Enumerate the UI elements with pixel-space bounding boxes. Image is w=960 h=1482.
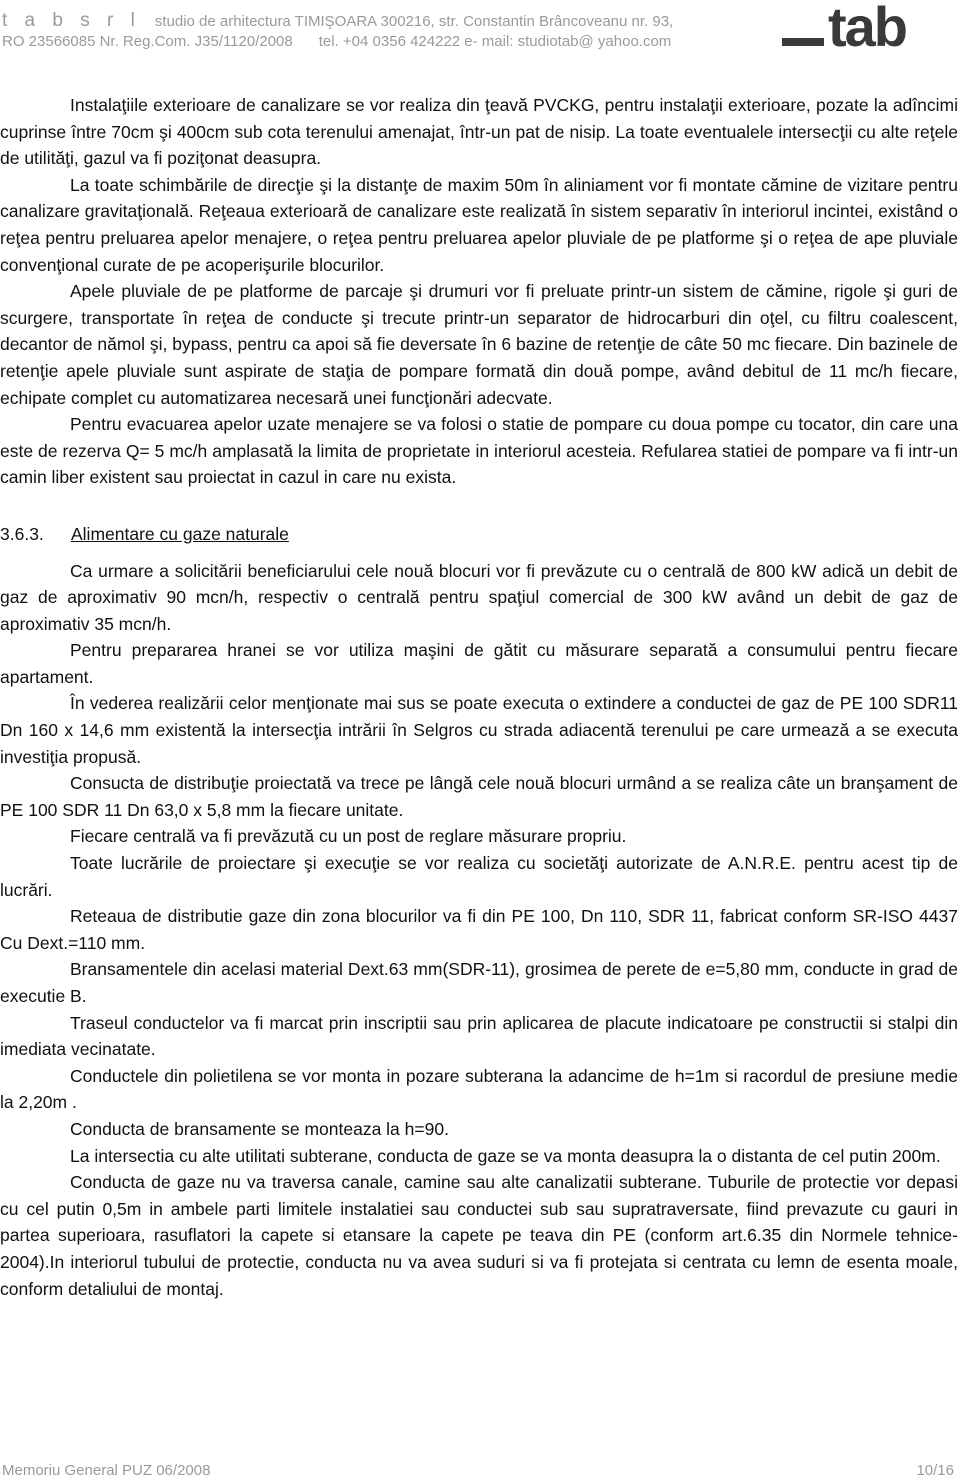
paragraph: Toate lucrările de proiectare şi execuţie se vor realiza cu societăţi autorizate de A.N.R.E. pentru acest tip de lucrări.	[0, 853, 958, 900]
header-line-2	[2, 33, 671, 50]
paragraph: Conducta de gaze nu va traversa canale, camine sau alte canalizatii subterane. Tuburile de protectie vor depasi cu cel putin 0,5m in ambele parti limitele instalatiei sau conductei sub sau supratraversate, fiind prevazute cu gauri in partea superioara, rasuflatori la capete si etansare la capete pe teava din PE (conform art.6.35 din Normele tehnice-2004).In interiorul tubului de protectie, conducta nu va avea suduri si va fi protejata si centrata cu lemn de esenta moale, conform detaliului de montaj.	[0, 1172, 958, 1299]
header-address: studio de arhitectura TIMIŞOARA 300216, str. Constantin Brâncoveanu nr. 93,	[154, 13, 674, 30]
logo-bar	[782, 38, 824, 46]
header-registration: RO 23566085 Nr. Reg.Com. J35/1120/2008	[2, 33, 293, 50]
header-line-1	[2, 10, 673, 32]
paragraph: Pentru evacuarea apelor uzate menajere se va folosi o statie de pompare cu doua pompe cu tocator, din care una este de rezerva Q= 5 mc/h amplasată la limita de proprietate in interiorul acesteia. Refularea statiei de pompare va fi intr-un camin liber existent sau proiectat in cazul in care nu exista.	[0, 414, 958, 488]
page-header	[0, 0, 960, 60]
paragraph: Traseul conductelor va fi marcat prin inscriptii sau prin aplicarea de placute indicatoare pe constructii si stalpi din imediata vecinatate.	[0, 1012, 958, 1060]
paragraph: Apele pluviale de pe platforme de parcaje şi drumuri vor fi preluate printr-un sistem de cămine, rigole şi guri de scurgere, transportate în reţea de conducte şi trecute printr-un separator de hidrocarburi din oţel, cu filtru coalescent, decantor de nămol şi, bypass, pentru ca apoi să fie deversate în 6 bazine de retenţie de câte 50 mc fiecare. Din bazinele de retenţie apele pluviale sunt aspirate de staţia de pompare formată din două pompe, având debitul de 11 mc/h fiecare, echipate complet cu automatizarea necesară unei funcţionări adecvate.	[0, 281, 958, 408]
paragraph: Consucta de distribuţie proiectată va trece pe lângă cele nouă blocuri urmând a se realiza câte un branşament de PE 100 SDR 11 Dn 63,0 x 5,8 mm la fiecare unitate.	[0, 773, 958, 820]
paragraph: La intersectia cu alte utilitati subterane, conducta de gaze se va monta deasupra la o distanta de cel putin 200m.	[70, 1145, 941, 1166]
section-number: 3.6.3.	[0, 523, 44, 544]
paragraph: Instalaţiile exterioare de canalizare se vor realiza din ţeavă PVCKG, pentru instalaţii exterioare, pozate la adîncimi cuprinse între 70cm şi 400cm sub cota terenului amenajat, într-un pat de nisip. La toate eventualele intersecţii cu alte reţele de utilităţi, gazul va fi poziţonat deasupra.	[0, 95, 958, 169]
paragraph: Pentru prepararea hranei se vor utiliza maşini de gătit cu măsurare separată a consumului pentru fiecare apartament.	[0, 640, 958, 687]
document-body	[0, 92, 958, 1302]
paragraph: În vederea realizării celor menţionate mai sus se poate executa o extindere a conductei de gaz de PE 100 SDR11 Dn 160 x 14,6 mm existentă la intersecţia intrării în Selgros cu strada adiacentă terenului pe care urmează a se executa investiţia propusă.	[0, 693, 958, 767]
header-contact: tel. +04 0356 424222 e- mail: studiotab@ yahoo.com	[318, 33, 672, 50]
paragraph: La toate schimbările de direcţie şi la distanţe de maxim 50m în aliniament vor fi montate cămine de vizitare pentru canalizare gravitaţională. Reţeaua exterioară de canalizare este realizată în sistem separativ în interiorul incintei, existând o reţea pentru preluarea apelor menajere, o reţea pentru preluarea apelor pluviale de pe platforme şi o reţea de ape pluviale convenţional curate de pe acoperişurile blocurilor.	[0, 174, 958, 275]
company-logo: tab	[828, 0, 906, 58]
paragraph: Conductele din polietilena se vor monta in pozare subterana la adancime de h=1m si racordul de presiune medie la 2,20m .	[0, 1065, 958, 1113]
section-title: Alimentare cu gaze naturale	[71, 523, 289, 544]
section-heading	[0, 521, 958, 548]
paragraph: Ca urmare a solicitării beneficiarului cele nouă blocuri vor fi prevăzute cu o centrală de 800 kW adică un debit de gaz de aproximativ 90 mcn/h, respectiv o centrală pentru spaţiul comercial de 300 kW având un debit de gaz de aproximativ 35 mcn/h.	[0, 560, 958, 634]
paragraph: Conducta de bransamente se monteaza la h=90.	[70, 1118, 449, 1139]
paragraph: Reteaua de distributie gaze din zona blocurilor va fi din PE 100, Dn 110, SDR 11, fabricat conform SR-ISO 4437 Cu Dext.=110 mm.	[0, 906, 958, 953]
paragraph: Fiecare centrală va fi prevăzută cu un post de reglare măsurare propriu.	[70, 826, 627, 847]
footer-document-title: Memoriu General PUZ 06/2008	[2, 1462, 211, 1479]
header-brand: t a b s r l	[2, 10, 141, 31]
paragraph: Bransamentele din acelasi material Dext.63 mm(SDR-11), grosimea de perete de e=5,80 mm, conducte in grad de executie B.	[0, 959, 958, 1006]
page-number: 10/16	[916, 1462, 954, 1479]
page-footer	[0, 1462, 960, 1482]
